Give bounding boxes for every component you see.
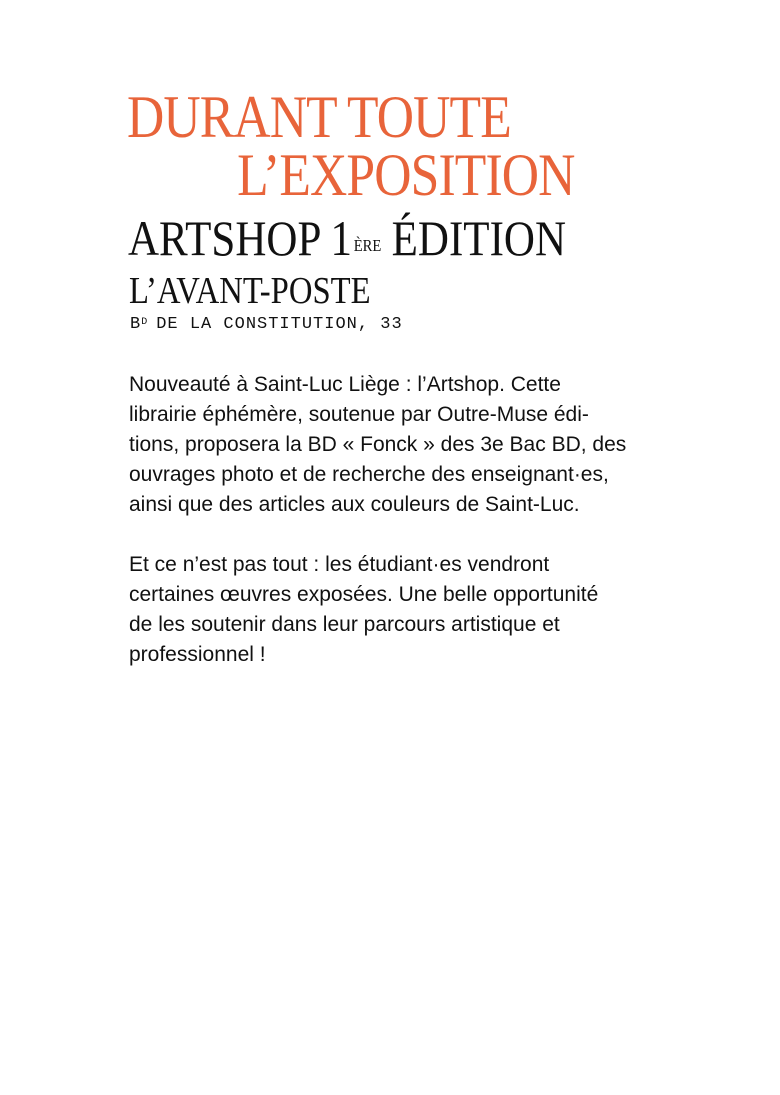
venue-address (130, 314, 403, 336)
ordinal-superscript: ÈRE (353, 236, 382, 255)
paragraph-line: de les soutenir dans leur parcours artistique et (129, 613, 560, 636)
artshop-title (128, 210, 566, 266)
headline (127, 84, 575, 208)
paragraph-line: professionnel ! (129, 643, 266, 666)
headline-line-2: L’EXPOSITION (237, 142, 575, 208)
paragraph-line: ouvrages photo et de recherche des enseignant·es, (129, 463, 609, 486)
artshop-title-edition: ÉDITION (391, 210, 567, 266)
address-superscript: D (141, 317, 149, 328)
paragraph-line: tions, proposera la BD « Fonck » des 3e Bac BD, des (129, 433, 627, 456)
address-text: DE LA CONSTITUTION, 33 (156, 315, 403, 334)
paragraph-line: Nouveauté à Saint-Luc Liège : l’Artshop. Cette (129, 373, 561, 396)
paragraph-line: ainsi que des articles aux couleurs de Saint-Luc. (129, 493, 580, 516)
address-prefix: B (130, 315, 142, 334)
paragraph-line: Et ce n’est pas tout : les étudiant·es vendront (129, 553, 550, 576)
artshop-title-main: ARTSHOP 1 (128, 210, 353, 266)
paragraph-line: certaines œuvres exposées. Une belle opportunité (129, 583, 599, 606)
paragraph-1 (129, 370, 719, 520)
paragraph-line: librairie éphémère, soutenue par Outre-Muse édi- (129, 403, 589, 426)
headline-line-1: DURANT TOUTE (127, 84, 511, 150)
paragraph-2 (129, 550, 719, 670)
venue-name: L’AVANT-POSTE (129, 270, 371, 312)
